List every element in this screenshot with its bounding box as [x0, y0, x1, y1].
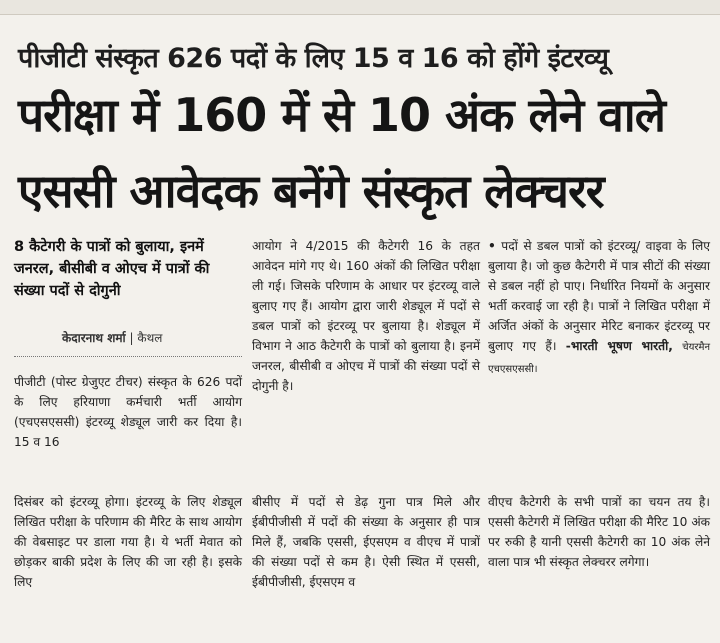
top-strip: [0, 0, 720, 15]
column-3-text: पदों से डबल पात्रों को इंटरव्यू/ वाइवा के लिए बुलाया है। जो कुछ कैटेगरी में पात्र सीटों की संख्या से डबल नहीं हो पाए। निर्धारित नियमों के अनुसार भर्ती करवाई जा रही है। पात्रों ने लिखित परीक्षा में अर्जित अंकों के अनुसार मेरिट बनाकर इंटरव्यू पर बुलाए गए हैं।: [488, 239, 711, 353]
signature-title: चेयरमैन: [682, 342, 711, 353]
bottom-column-3: वीएच कैटेगरी के सभी पात्रों का चयन तय है। एससी कैटेगरी में लिखित परीक्षा की मैरिट 10 अंक पर रुकी है यानी एससी कैटेगरी का 10 अंक लेने वाला पात्र भी संस्कृत लेक्चरर लगेगा।: [488, 495, 710, 569]
signature-org: एचएसएससी।: [488, 364, 538, 375]
bullet-icon: •: [488, 239, 496, 253]
signature-name: -भारती भूषण भारती,: [565, 339, 673, 353]
byline-name: केदारनाथ शर्मा: [62, 331, 126, 345]
kicker-heading: पीजीटी संस्कृत 626 पदों के लिए 15 व 16 को होंगे इंटरव्यू: [18, 43, 609, 74]
bottom-column-2: बीसीए में पदों से डेढ़ गुना पात्र मिले और ईबीपीजीसी में पदों की संख्या के अनुसार ही पात्र मिले हैं, जबकि एससी, ईएसएम व वीएच में पात्रों की संख्या पदों से कम है। ऐसी स्थित में एससी, ईबीपीजीसी, ईएसएम व: [252, 495, 480, 589]
byline: [62, 329, 242, 346]
byline-place: कैथल: [137, 331, 163, 345]
divider: [14, 356, 242, 357]
column-2-text: आयोग ने 4/2015 की कैटेगरी 16 के तहत आवेदन मांगे गए थे। 160 अंकों की लिखित परीक्षा ली गई। जिसके परिणाम के आधार पर इंटरव्यू वाले बुलाए गए हैं। आयोग द्वारा जारी शेड्यूल में पदों से डबल पात्रों को इंटरव्यू पर बुलाया है। शेड्यूल में विभाग ने आठ कैटेगरी के पात्रों को बुलाया है। इनमें जनरल, बीसीबी व ओएच में पात्रों की संख्या पदों से दोगुनी है।: [252, 239, 480, 393]
headline-line-2: एससी आवेदक बनेंगे संस्कृत लेक्चरर: [18, 164, 604, 218]
headline-line-1: परीक्षा में 160 में से 10 अंक लेने वाले: [18, 88, 665, 142]
column-1-text: पीजीटी (पोस्ट ग्रेजुएट टीचर) संस्कृत के 626 पदों के लिए हरियाणा कर्मचारी भर्ती आयोग (एचएसएससी) इंटरव्यू शेड्यूल जारी कर दिया है। 15 व 16: [14, 375, 242, 449]
bottom-column-1: दिसंबर को इंटरव्यू होगा। इंटरव्यू के लिए शेड्यूल लिखित परीक्षा के परिणाम की मैरिट के साथ आयोग की वेबसाइट पर डाला गया है। ये भर्ती मेवात को छोड़कर बाकी प्रदेश के लिए की जा रही है। इसके लिए: [14, 495, 242, 589]
deck-subheading: 8 कैटेगरी के पात्रों को बुलाया, इनमें जनरल, बीसीबी व ओएच में पात्रों की संख्या पदों से दोगुनी: [14, 239, 210, 299]
column-3: [488, 236, 710, 380]
byline-separator: |: [129, 331, 134, 345]
